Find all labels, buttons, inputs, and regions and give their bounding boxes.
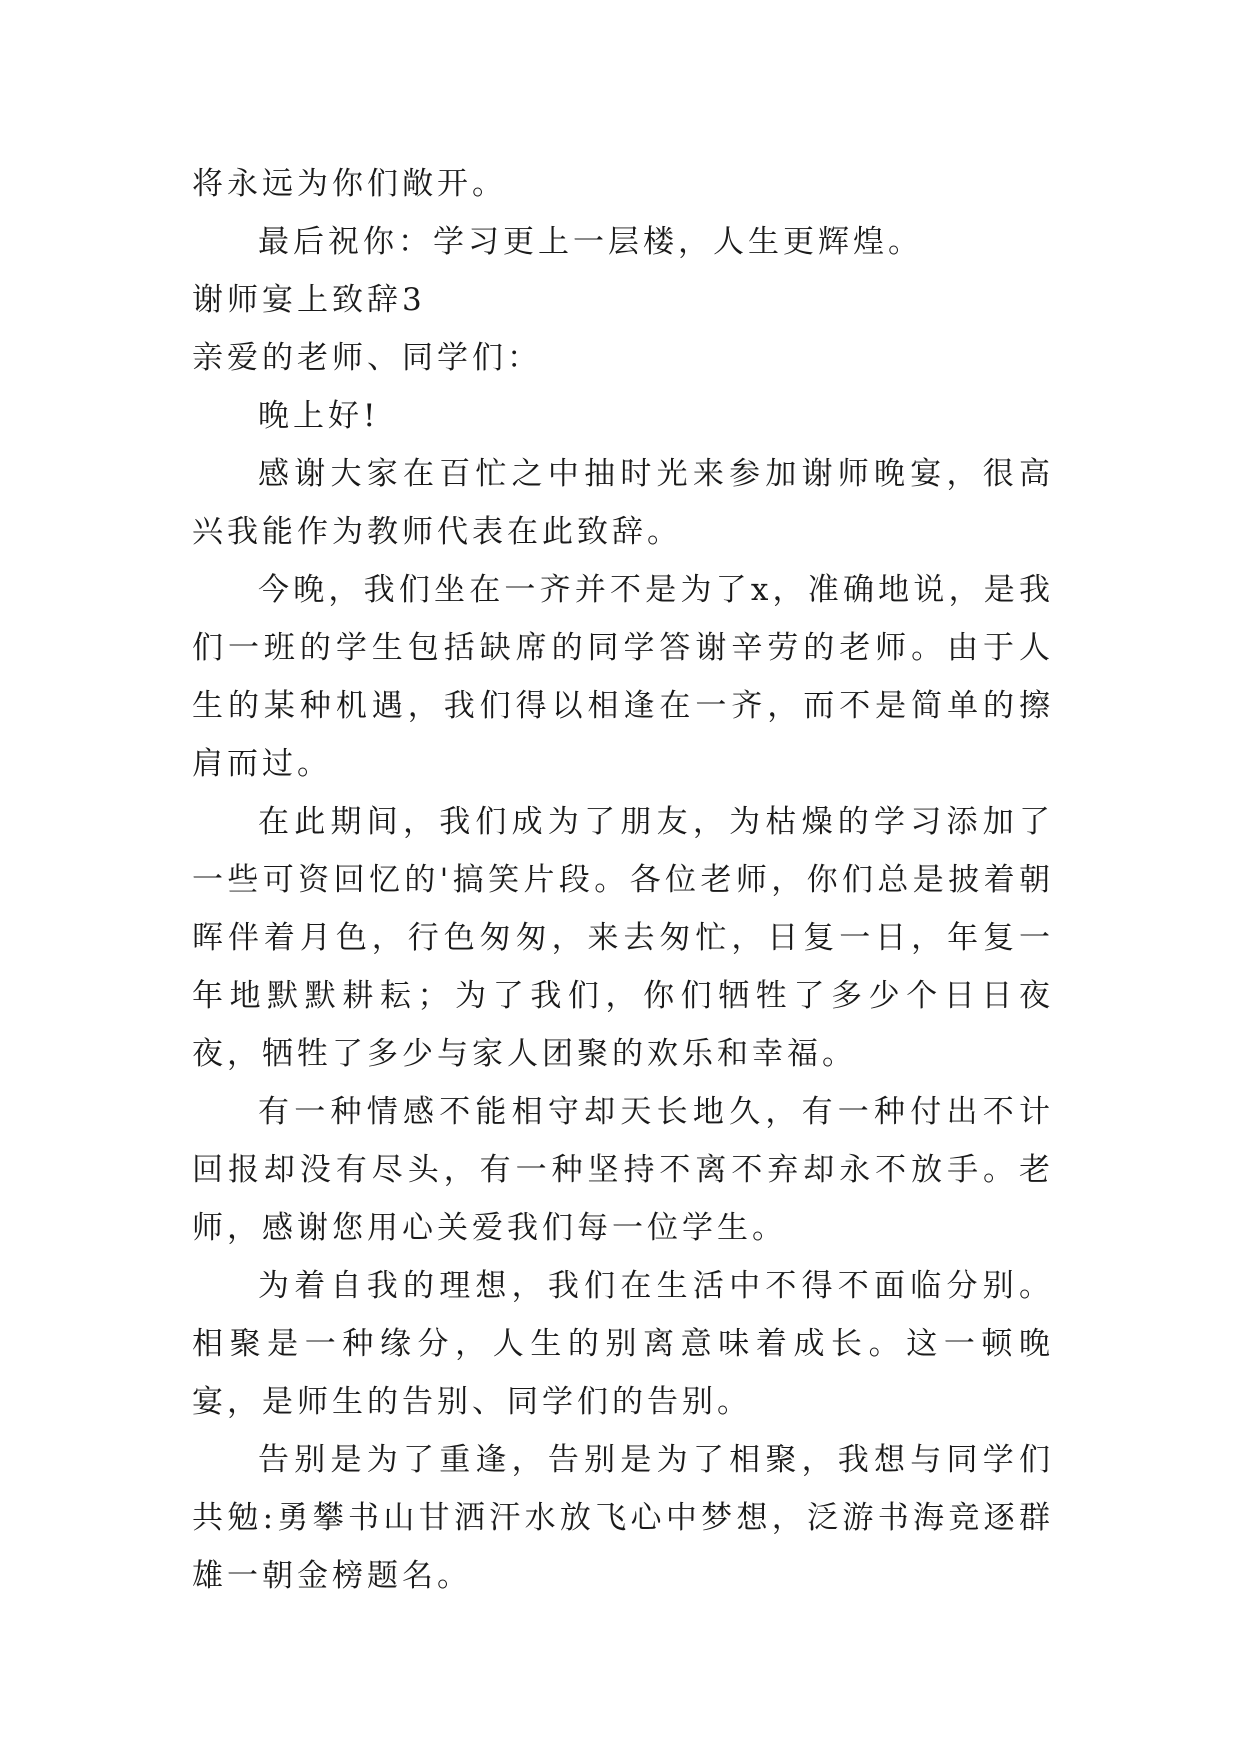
greeting: 晚上好! xyxy=(258,398,380,434)
paragraph-thanks: 感谢大家在百忙之中抽时光来参加谢师晚宴，很高兴我能作为教师代表在此致辞。 xyxy=(192,456,1054,550)
paragraph-emotion: 有一种情感不能相守却天长地久，有一种付出不计回报却没有尽头，有一种坚持不离不弃却永不放手。老师，感谢您用心关爱我们每一位学生。 xyxy=(192,1094,1054,1246)
section-heading: 谢师宴上致辞3 xyxy=(192,282,426,318)
paragraph-friends: 在此期间，我们成为了朋友，为枯燥的学习添加了一些可资回忆的'搞笑片段。各位老师，你们总是披着朝晖伴着月色，行色匆匆，来去匆忙，日复一日，年复一年地默默耕耘；为了我们，你们牺牲了多少个日日夜夜，牺牲了多少与家人团聚的欢乐和幸福。 xyxy=(192,804,1054,1072)
paragraph-tonight: 今晚，我们坐在一齐并不是为了x，准确地说，是我们一班的学生包括缺席的同学答谢辛劳的老师。由于人生的某种机遇，我们得以相逢在一齐，而不是简单的擦肩而过。 xyxy=(192,572,1054,782)
salutation: 亲爱的老师、同学们： xyxy=(192,340,542,376)
paragraph-ideals: 为着自我的理想，我们在生活中不得不面临分别。相聚是一种缘分，人生的别离意味着成长。这一顿晚宴，是师生的告别、同学们的告别。 xyxy=(192,1268,1054,1420)
document-body xyxy=(192,155,1054,1605)
paragraph-final-wish: 最后祝你：学习更上一层楼，人生更辉煌。 xyxy=(258,224,923,260)
paragraph-closing-line: 将永远为你们敞开。 xyxy=(192,166,507,202)
paragraph-farewell: 告别是为了重逢，告别是为了相聚，我想与同学们共勉:勇攀书山甘洒汗水放飞心中梦想，泛游书海竞逐群雄一朝金榜题名。 xyxy=(192,1442,1054,1594)
